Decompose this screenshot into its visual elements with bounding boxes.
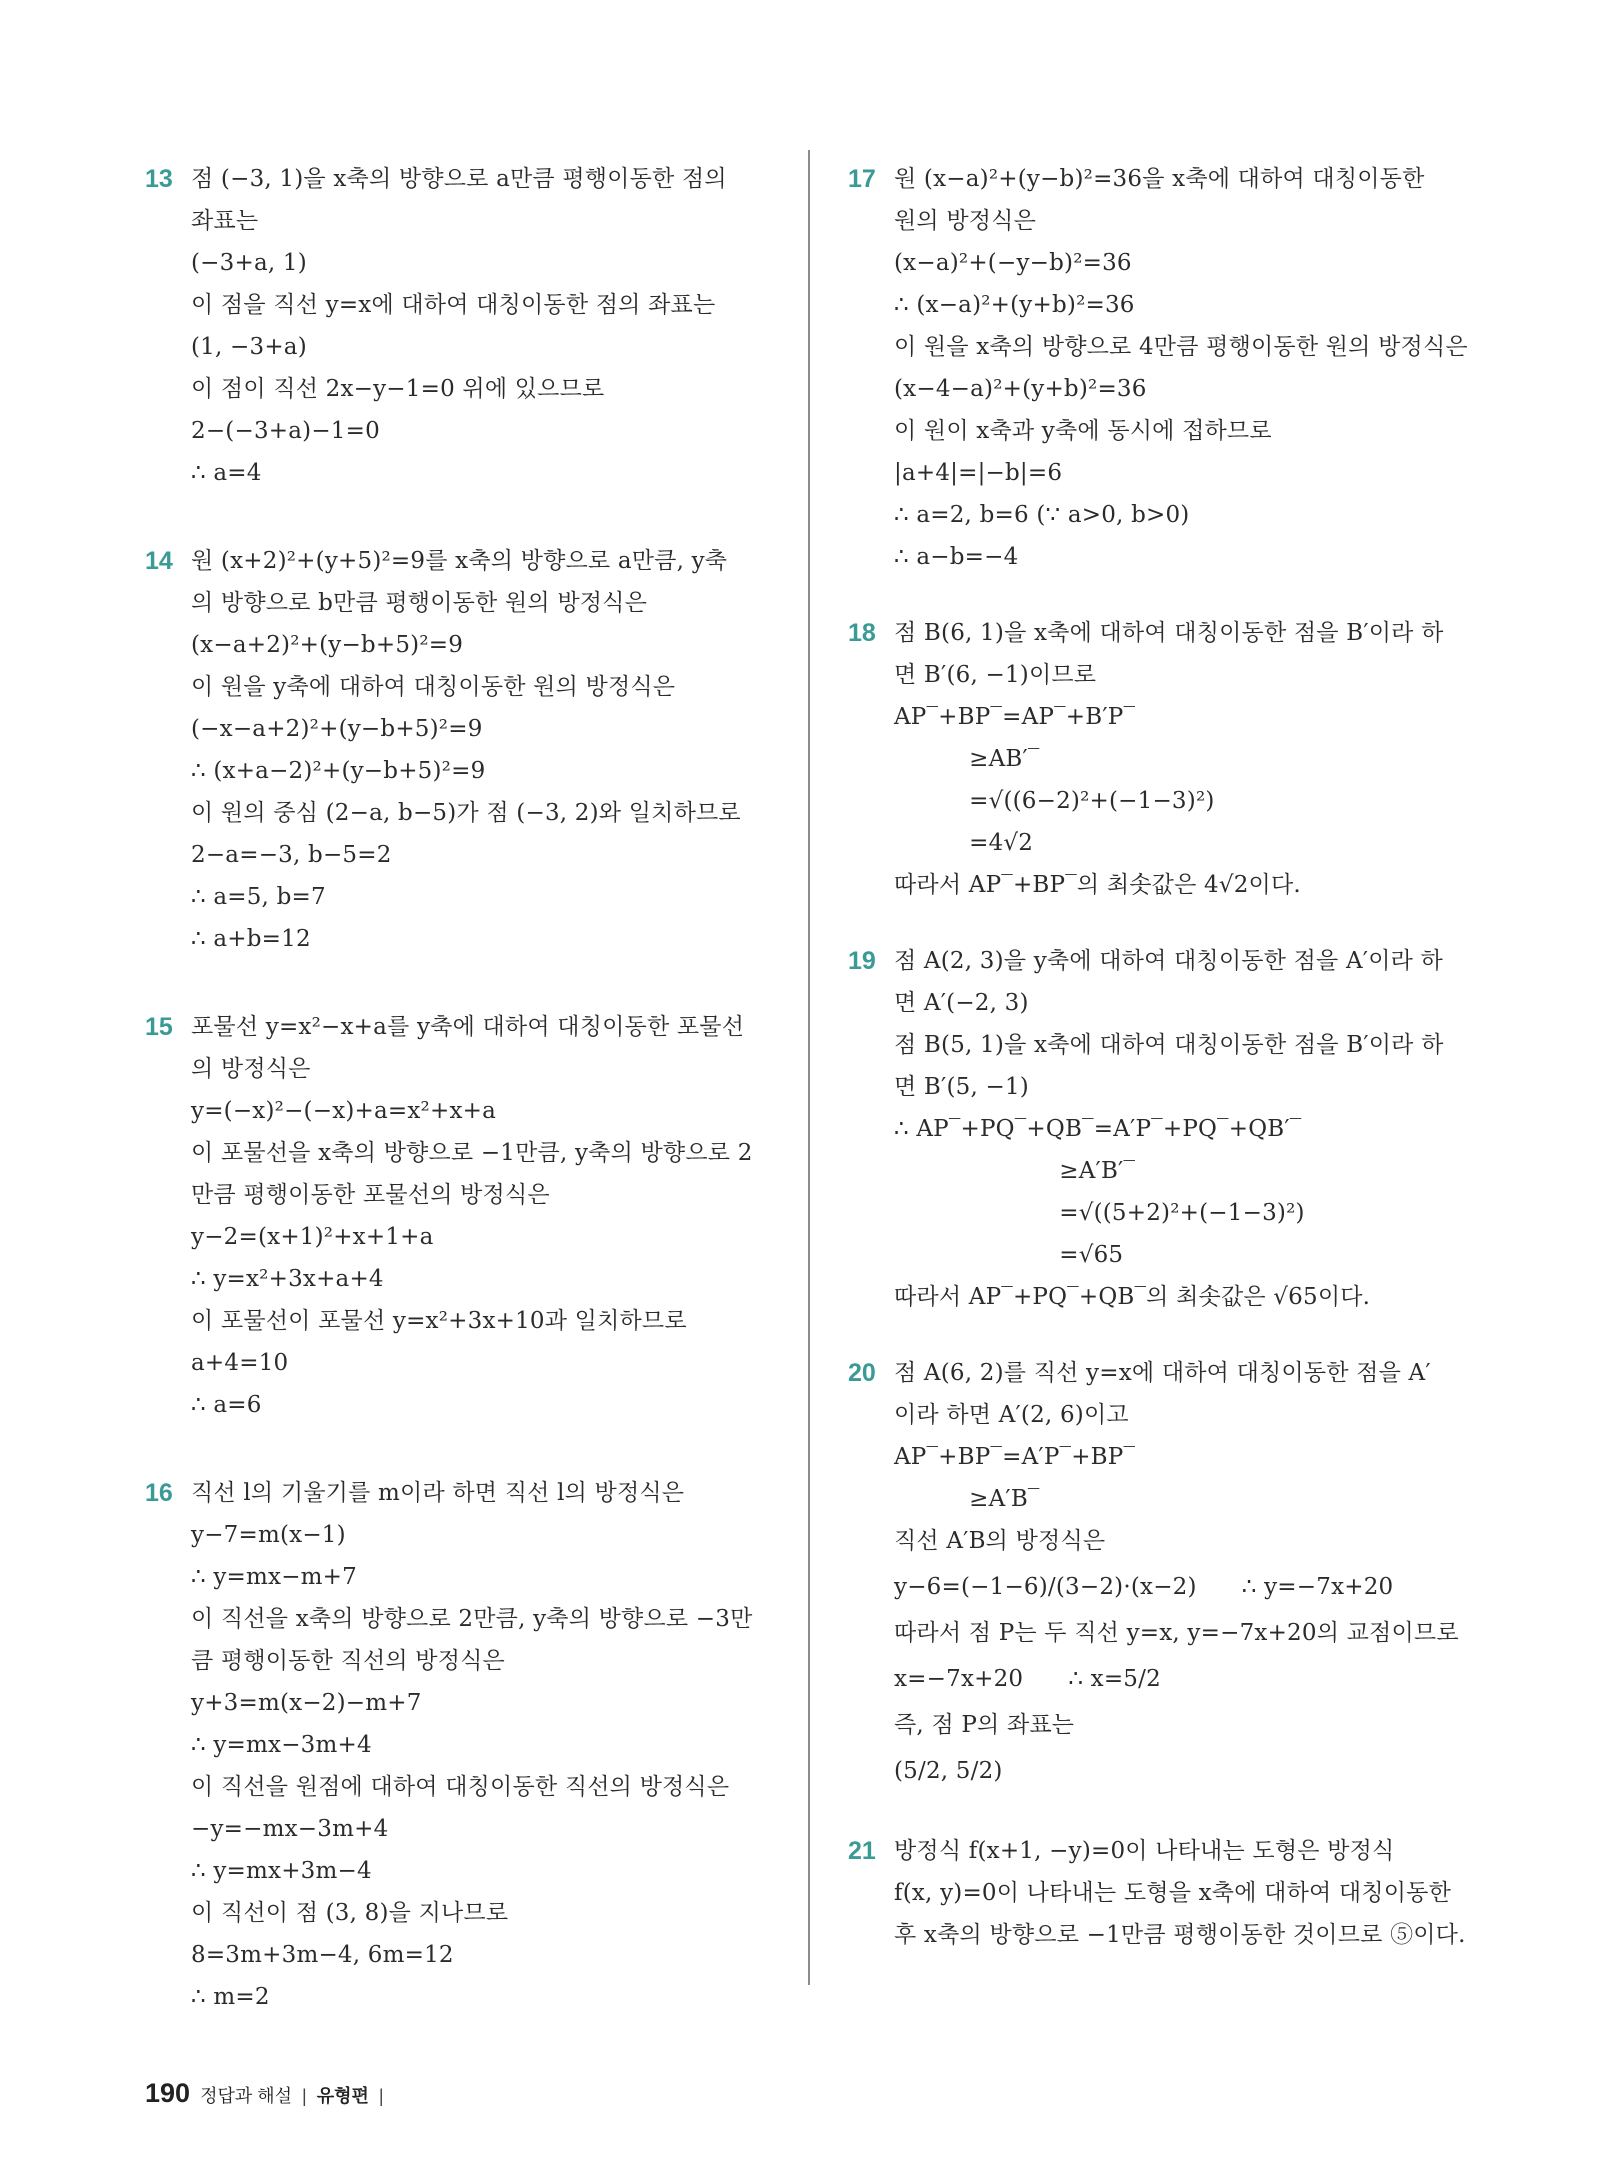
footer-separator: | xyxy=(378,2086,384,2106)
solution-line: (1, −3+a) xyxy=(191,334,307,360)
solution-line: 점 A(2, 3)을 y축에 대하여 대칭이동한 점을 A′이라 하 xyxy=(894,948,1443,974)
solution-line: 2−(−3+a)−1=0 xyxy=(191,418,380,444)
solution-line: (x−a)²+(−y−b)²=36 xyxy=(894,250,1132,276)
solution-line: 후 x축의 방향으로 −1만큼 평행이동한 것이므로 ⑤이다. xyxy=(894,1922,1466,1948)
solution-line: (−3+a, 1) xyxy=(191,250,307,276)
solution-line: −y=−mx−3m+4 xyxy=(191,1816,389,1842)
solution-line: ≥A′B‾ xyxy=(894,1486,1040,1512)
problem-14 xyxy=(145,540,785,960)
problem-19 xyxy=(848,940,1488,1318)
solution-line: 면 B′(5, −1) xyxy=(894,1074,1029,1100)
solution-line: 의 방향으로 b만큼 평행이동한 원의 방정식은 xyxy=(191,590,648,616)
solution-line: ∴ y=x²+3x+a+4 xyxy=(191,1266,384,1292)
solution-line: y−6=(−1−6)/(3−2)·(x−2) ∴ y=−7x+20 xyxy=(894,1574,1394,1600)
solution-line: 만큼 평행이동한 포물선의 방정식은 xyxy=(191,1182,550,1208)
problem-number: 16 xyxy=(145,1479,173,1507)
problem-number: 18 xyxy=(848,619,876,647)
solution-line: 이 원의 중심 (2−a, b−5)가 점 (−3, 2)와 일치하므로 xyxy=(191,800,741,826)
solution-line: 이 직선을 x축의 방향으로 2만큼, y축의 방향으로 −3만 xyxy=(191,1606,753,1632)
solution-line: ∴ a=4 xyxy=(191,460,262,486)
solution-line: 이 포물선을 x축의 방향으로 −1만큼, y축의 방향으로 2 xyxy=(191,1140,753,1166)
solution-line: =√((6−2)²+(−1−3)²) xyxy=(894,788,1215,814)
solution-line: =4√2 xyxy=(894,830,1034,856)
solution-line: =√65 xyxy=(894,1242,1124,1268)
right-column xyxy=(848,158,1488,1956)
solution-line: (x−a+2)²+(y−b+5)²=9 xyxy=(191,632,464,658)
solution-line: AP‾+BP‾=AP‾+B′P‾ xyxy=(894,704,1136,730)
solution-line: ∴ (x+a−2)²+(y−b+5)²=9 xyxy=(191,758,486,784)
solution-line: 의 방정식은 xyxy=(191,1056,311,1082)
solution-line: ∴ m=2 xyxy=(191,1984,270,2010)
solution-line: 8=3m+3m−4, 6m=12 xyxy=(191,1942,454,1968)
solution-line: 직선 l의 기울기를 m이라 하면 직선 l의 방정식은 xyxy=(191,1480,685,1506)
problem-15 xyxy=(145,1006,785,1426)
solution-line: 이 직선이 점 (3, 8)을 지나므로 xyxy=(191,1900,509,1926)
book-title: 정답과 해설 xyxy=(200,2086,293,2106)
problem-number: 14 xyxy=(145,547,173,575)
solution-line: 이 포물선이 포물선 y=x²+3x+10과 일치하므로 xyxy=(191,1308,687,1334)
problem-18 xyxy=(848,612,1488,906)
problem-number: 20 xyxy=(848,1359,876,1387)
solution-line: 방정식 f(x+1, −y)=0이 나타내는 도형은 방정식 xyxy=(894,1838,1395,1864)
left-column xyxy=(145,158,785,2018)
solution-line: 좌표는 xyxy=(191,208,259,234)
solution-line: 점 A(6, 2)를 직선 y=x에 대하여 대칭이동한 점을 A′ xyxy=(894,1360,1431,1386)
solution-line: |a+4|=|−b|=6 xyxy=(894,460,1063,486)
solution-line: 따라서 AP‾+BP‾의 최솟값은 4√2이다. xyxy=(894,872,1301,898)
solution-line: 면 B′(6, −1)이므로 xyxy=(894,662,1097,688)
solution-line: =√((5+2)²+(−1−3)²) xyxy=(894,1200,1305,1226)
solution-line: x=−7x+20 ∴ x=5/2 xyxy=(894,1666,1161,1692)
solution-line: ≥A′B′‾ xyxy=(894,1158,1136,1184)
solution-line: 큼 평행이동한 직선의 방정식은 xyxy=(191,1648,505,1674)
solution-line: ∴ y=mx+3m−4 xyxy=(191,1858,372,1884)
solution-line: ∴ AP‾+PQ‾+QB‾=A′P‾+PQ‾+QB′‾ xyxy=(894,1116,1302,1142)
solution-line: ∴ a=5, b=7 xyxy=(191,884,326,910)
solution-line: ∴ (x−a)²+(y+b)²=36 xyxy=(894,292,1135,318)
solution-line: ∴ y=mx−3m+4 xyxy=(191,1732,372,1758)
problem-number: 13 xyxy=(145,165,173,193)
solution-line: 점 B(5, 1)을 x축에 대하여 대칭이동한 점을 B′이라 하 xyxy=(894,1032,1444,1058)
solution-line: 이 원을 x축의 방향으로 4만큼 평행이동한 원의 방정식은 xyxy=(894,334,1468,360)
solution-line: 따라서 점 P는 두 직선 y=x, y=−7x+20의 교점이므로 xyxy=(894,1620,1459,1646)
solution-line: ∴ a=6 xyxy=(191,1392,262,1418)
problem-number: 15 xyxy=(145,1013,173,1041)
problem-17 xyxy=(848,158,1488,578)
footer-separator: | xyxy=(302,2086,307,2106)
solution-line: y+3=m(x−2)−m+7 xyxy=(191,1690,422,1716)
solution-line: (5/2, 5/2) xyxy=(894,1758,1003,1784)
solution-line: y=(−x)²−(−x)+a=x²+x+a xyxy=(191,1098,497,1124)
solution-line: (x−4−a)²+(y+b)²=36 xyxy=(894,376,1147,402)
column-divider xyxy=(808,150,810,1985)
problem-number: 21 xyxy=(848,1837,876,1865)
section-name: 유형편 xyxy=(316,2086,369,2106)
solution-line: ∴ a=2, b=6 (∵ a>0, b>0) xyxy=(894,502,1190,528)
solution-line: ∴ a−b=−4 xyxy=(894,544,1019,570)
problem-number: 19 xyxy=(848,947,876,975)
solution-line: AP‾+BP‾=A′P‾+BP‾ xyxy=(894,1444,1136,1470)
solution-line: ∴ y=mx−m+7 xyxy=(191,1564,357,1590)
problem-20 xyxy=(848,1352,1488,1796)
solution-line: 포물선 y=x²−x+a를 y축에 대하여 대칭이동한 포물선 xyxy=(191,1014,745,1040)
solution-line: 원의 방정식은 xyxy=(894,208,1037,234)
solution-line: 2−a=−3, b−5=2 xyxy=(191,842,392,868)
solution-line: 직선 A′B의 방정식은 xyxy=(894,1528,1106,1554)
solution-line: ∴ a+b=12 xyxy=(191,926,311,952)
solution-line: a+4=10 xyxy=(191,1350,289,1376)
problem-number: 17 xyxy=(848,165,876,193)
solution-line: f(x, y)=0이 나타내는 도형을 x축에 대하여 대칭이동한 xyxy=(894,1880,1452,1906)
solution-line: 이 점을 직선 y=x에 대하여 대칭이동한 점의 좌표는 xyxy=(191,292,716,318)
solution-line: 이 직선을 원점에 대하여 대칭이동한 직선의 방정식은 xyxy=(191,1774,730,1800)
solution-line: 따라서 AP‾+PQ‾+QB‾의 최솟값은 √65이다. xyxy=(894,1284,1371,1310)
solution-line: y−7=m(x−1) xyxy=(191,1522,346,1548)
problem-13 xyxy=(145,158,785,494)
page-number: 190 xyxy=(145,2078,191,2108)
solution-line: 이라 하면 A′(2, 6)이고 xyxy=(894,1402,1129,1428)
solution-line: 원 (x+2)²+(y+5)²=9를 x축의 방향으로 a만큼, y축 xyxy=(191,548,728,574)
page-footer xyxy=(145,2078,384,2109)
solution-line: 이 원을 y축에 대하여 대칭이동한 원의 방정식은 xyxy=(191,674,676,700)
solution-line: 원 (x−a)²+(y−b)²=36을 x축에 대하여 대칭이동한 xyxy=(894,166,1425,192)
solution-line: ≥AB′‾ xyxy=(894,746,1040,772)
solution-line: 즉, 점 P의 좌표는 xyxy=(894,1712,1075,1738)
solution-line: 면 A′(−2, 3) xyxy=(894,990,1029,1016)
solution-line: 점 B(6, 1)을 x축에 대하여 대칭이동한 점을 B′이라 하 xyxy=(894,620,1444,646)
solution-line: 점 (−3, 1)을 x축의 방향으로 a만큼 평행이동한 점의 xyxy=(191,166,727,192)
problem-21 xyxy=(848,1830,1488,1956)
solution-line: (−x−a+2)²+(y−b+5)²=9 xyxy=(191,716,483,742)
solution-line: y−2=(x+1)²+x+1+a xyxy=(191,1224,434,1250)
solution-line: 이 점이 직선 2x−y−1=0 위에 있으므로 xyxy=(191,376,605,402)
solution-line: 이 원이 x축과 y축에 동시에 접하므로 xyxy=(894,418,1272,444)
problem-16 xyxy=(145,1472,785,2018)
